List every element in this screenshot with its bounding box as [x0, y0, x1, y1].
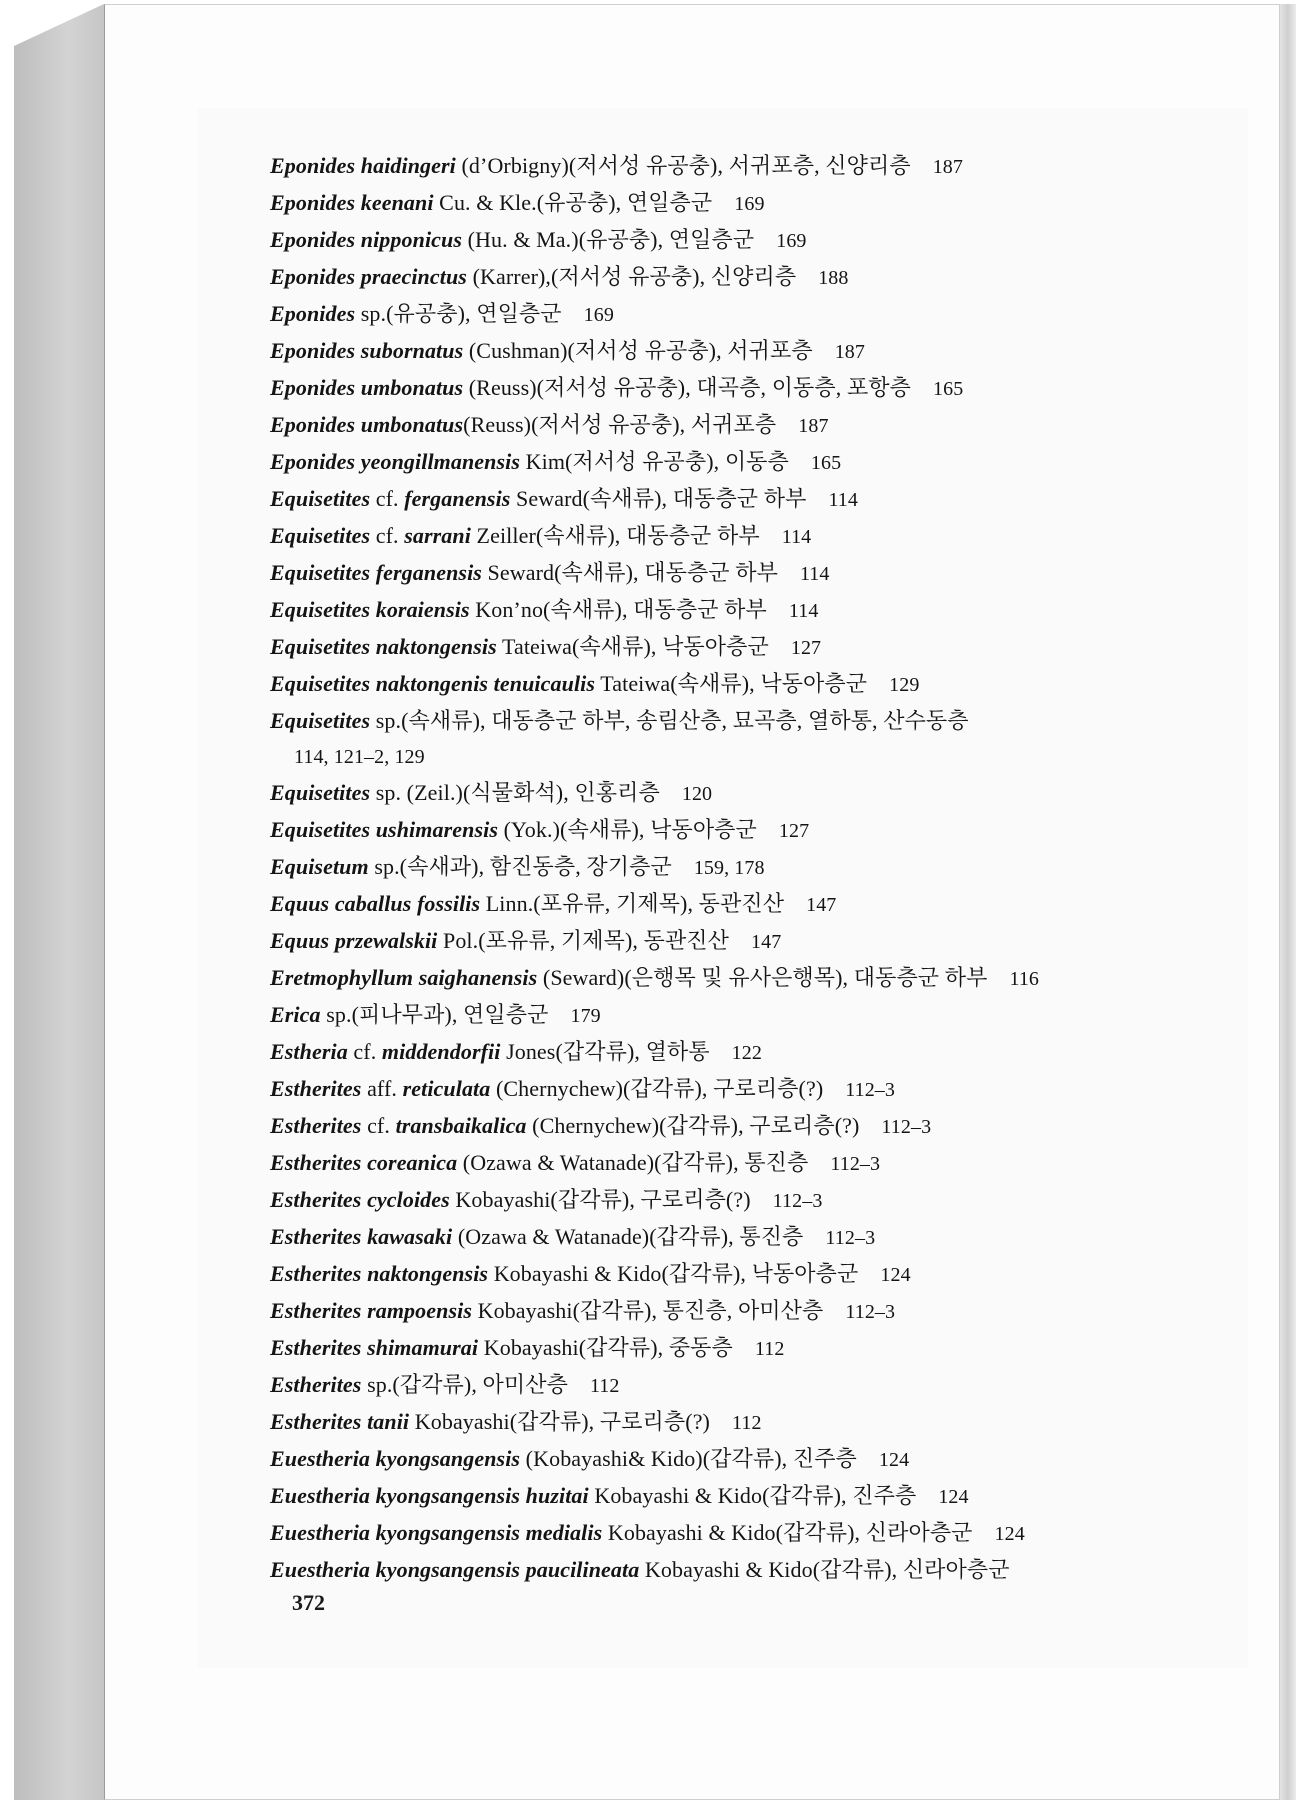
genus-name: Eponides — [270, 412, 356, 437]
species-name: naktongenis tenuicaulis — [370, 671, 596, 696]
genus-name: Euestheria — [270, 1446, 371, 1471]
genus-name: Estherites — [270, 1150, 362, 1175]
entry-description: sp. (Zeil.)(식물화석), 인홍리층 — [370, 780, 660, 805]
genus-name: Estherites — [270, 1409, 362, 1434]
entry-description: (Cushman)(저서성 유공충), 서귀포층 — [463, 338, 813, 363]
index-entry — [270, 703, 1170, 775]
genus-name: Estherites — [270, 1372, 362, 1397]
page-references: 112 — [589, 1375, 620, 1397]
index-entry — [270, 886, 1170, 923]
index-entry — [270, 1367, 1170, 1404]
genus-name: Estheria — [270, 1039, 348, 1064]
book-spine — [14, 4, 104, 1800]
genus-name: Euestheria — [270, 1483, 371, 1508]
index-entry — [270, 960, 1170, 997]
page-references: 159, 178 — [693, 857, 765, 879]
genus-name: Equisetites — [270, 634, 371, 659]
genus-name: Estherites — [270, 1298, 362, 1323]
index-entry — [270, 1219, 1170, 1256]
page-references: 187 — [798, 415, 829, 437]
page-references: 112 — [754, 1338, 785, 1360]
index-entry — [270, 1552, 1170, 1588]
species-name: haidingeri — [355, 153, 456, 178]
entry-description: (Chernychew)(갑각류), 구로리층(?) — [526, 1113, 860, 1138]
page-references: 112–3 — [881, 1116, 932, 1138]
genus-name: Equus — [270, 891, 330, 916]
page-references: 127 — [778, 820, 810, 842]
species-name: przewalskii — [329, 928, 438, 953]
page-references: 127 — [790, 637, 822, 659]
page-references: 188 — [818, 267, 849, 289]
entry-description: Seward(속새류), 대동층군 하부 — [481, 560, 778, 585]
entry-description: Linn.(포유류, 기제목), 동관진산 — [480, 891, 785, 916]
index-entry — [270, 1293, 1170, 1330]
genus-name: Equisetum — [270, 854, 369, 879]
page-references: 187 — [932, 156, 963, 178]
species-name: ushimarensis — [370, 817, 498, 842]
page-references: 169 — [776, 230, 807, 252]
entry-description: Zeiller(속새류), 대동층군 하부 — [470, 523, 760, 548]
genus-name: Euestheria — [270, 1557, 371, 1582]
page-references: 147 — [751, 931, 782, 953]
entry-description: Kobayashi & Kido(갑각류), 낙동아층군 — [488, 1261, 859, 1286]
index-entry — [270, 407, 1170, 444]
entry-description: (Reuss)(저서성 유공충), 대곡층, 이동층, 포항층 — [463, 375, 912, 400]
genus-name: Eponides — [270, 375, 356, 400]
entry-description: aff. — [361, 1076, 403, 1101]
entry-description: (Chernychew)(갑각류), 구로리층(?) — [490, 1076, 824, 1101]
entry-description: (Ozawa & Watanade)(갑각류), 통진층 — [457, 1150, 809, 1175]
genus-name: Eponides — [270, 153, 356, 178]
page-references: 112–3 — [825, 1227, 876, 1249]
entry-description: Seward(속새류), 대동층군 하부 — [510, 486, 807, 511]
species-name: koraiensis — [370, 597, 470, 622]
genus-name: Eponides — [270, 227, 356, 252]
page-references: 165 — [933, 378, 964, 400]
index-entry — [270, 1441, 1170, 1478]
genus-name: Erica — [270, 1002, 321, 1027]
species-name: nipponicus — [355, 227, 463, 252]
species-name: yeongillmanensis — [355, 449, 521, 474]
index-entry — [270, 629, 1170, 666]
index-entry — [270, 1256, 1170, 1293]
entry-description: Kobayashi(갑각류), 중동층 — [478, 1335, 733, 1360]
entry-description: Kobayashi & Kido(갑각류), 진주층 — [588, 1483, 917, 1508]
species-name: transbaikalica — [395, 1113, 527, 1138]
page-references: 124 — [938, 1486, 969, 1508]
index-entry — [270, 259, 1170, 296]
species-name: praecinctus — [355, 264, 467, 289]
entry-description: sp.(속새과), 함진동층, 장기층군 — [368, 854, 672, 879]
genus-name: Equisetites — [270, 597, 371, 622]
species-name: subornatus — [355, 338, 464, 363]
entry-description: (Kobayashi& Kido)(갑각류), 진주층 — [520, 1446, 857, 1471]
page-references: 112–3 — [845, 1079, 896, 1101]
genus-name: Estherites — [270, 1076, 362, 1101]
genus-name: Estherites — [270, 1113, 362, 1138]
species-name: cycloides — [361, 1187, 450, 1212]
page-references: 112 — [731, 1412, 762, 1434]
species-name: middendorfii — [381, 1039, 501, 1064]
index-entry — [270, 592, 1170, 629]
page-references: 124 — [994, 1523, 1025, 1545]
genus-name: Estherites — [270, 1335, 362, 1360]
index-entry — [270, 296, 1170, 333]
species-name: reticulata — [402, 1076, 491, 1101]
entry-description: (d’Orbigny)(저서성 유공충), 서귀포층, 신양리층 — [455, 153, 911, 178]
index-entry — [270, 555, 1170, 592]
book-page-edge — [1280, 4, 1296, 1800]
index-entry — [270, 481, 1170, 518]
index-entry — [270, 923, 1170, 960]
species-name: kyongsangensis — [370, 1446, 521, 1471]
entry-description: (Karrer),(저서성 유공충), 신양리층 — [466, 264, 797, 289]
genus-name: Eponides — [270, 449, 356, 474]
species-name: coreanica — [361, 1150, 458, 1175]
index-entry — [270, 370, 1170, 407]
page-references: 129 — [889, 674, 920, 696]
page-references: 114 — [788, 600, 819, 622]
page-references: 124 — [878, 1449, 910, 1471]
entry-description: (Reuss)(저서성 유공충), 서귀포층 — [463, 412, 777, 437]
index-entry — [270, 444, 1170, 481]
species-name: kyongsangensis paucilineata — [370, 1557, 640, 1582]
genus-name: Equisetites — [270, 486, 371, 511]
genus-name: Eponides — [270, 190, 356, 215]
page-references: 114 — [781, 526, 812, 548]
entry-description: Jones(갑각류), 열하통 — [500, 1039, 710, 1064]
entry-description: Cu. & Kle.(유공충), 연일층군 — [433, 190, 713, 215]
genus-name: Equisetites — [270, 708, 371, 733]
species-name: kyongsangensis huzitai — [370, 1483, 589, 1508]
genus-name: Eponides — [270, 301, 356, 326]
genus-name: Estherites — [270, 1261, 362, 1286]
index-entry — [270, 1478, 1170, 1515]
species-name: rampoensis — [361, 1298, 472, 1323]
index-entry — [270, 518, 1170, 555]
index-entry — [270, 148, 1170, 185]
page-references: 165 — [810, 452, 842, 474]
page-references: 120 — [681, 783, 713, 805]
genus-name: Euestheria — [270, 1520, 371, 1545]
species-name: kyongsangensis medialis — [370, 1520, 603, 1545]
index-entry — [270, 1182, 1170, 1219]
page-references: 169 — [734, 193, 765, 215]
entry-description: sp.(속새류), 대동층군 하부, 송림산층, 묘곡층, 열하통, 산수동층 — [370, 708, 969, 733]
entry-description: sp.(갑각류), 아미산층 — [361, 1372, 568, 1397]
species-name: tanii — [361, 1409, 410, 1434]
index-entry — [270, 1071, 1170, 1108]
species-name: naktongensis — [370, 634, 497, 659]
entry-description: Tateiwa(속새류), 낙동아층군 — [595, 671, 868, 696]
genus-name: Equus — [270, 928, 330, 953]
entry-description: cf. — [347, 1039, 382, 1064]
species-name: umbonatus — [355, 412, 464, 437]
entry-description: cf. — [370, 486, 405, 511]
index-entry — [270, 1330, 1170, 1367]
genus-name: Equisetites — [270, 817, 371, 842]
page-references: 112–3 — [830, 1153, 881, 1175]
entry-description: (Yok.)(속새류), 낙동아층군 — [497, 817, 757, 842]
page-references: 147 — [806, 894, 837, 916]
page-references: 114, 121–2, 129 — [294, 746, 425, 768]
page-references: 169 — [583, 304, 614, 326]
entry-description: Pol.(포유류, 기제목), 동관진산 — [437, 928, 730, 953]
genus-name: Equisetites — [270, 780, 371, 805]
genus-name: Estherites — [270, 1187, 362, 1212]
entry-description: cf. — [370, 523, 405, 548]
page-references: 112–3 — [772, 1190, 823, 1212]
index-entry — [270, 997, 1170, 1034]
species-name: naktongensis — [361, 1261, 489, 1286]
species-name: kawasaki — [361, 1224, 453, 1249]
entry-description: Kobayashi(갑각류), 통진층, 아미산층 — [471, 1298, 824, 1323]
page-references: 187 — [834, 341, 866, 363]
species-name: shimamurai — [361, 1335, 479, 1360]
genus-name: Equisetites — [270, 671, 371, 696]
index-entry-list — [270, 148, 1170, 1588]
species-name: ferganensis — [370, 560, 482, 585]
entry-description: Kobayashi(갑각류), 구로리층(?) — [409, 1409, 710, 1434]
genus-name: Eponides — [270, 338, 356, 363]
page-references: 179 — [570, 1005, 601, 1027]
page-number: 372 — [292, 1590, 325, 1615]
index-entry — [270, 185, 1170, 222]
entry-description: cf. — [361, 1113, 396, 1138]
page-references: 116 — [1009, 968, 1040, 990]
entry-description: sp.(피나무과), 연일층군 — [320, 1002, 549, 1027]
species-name: sarrani — [404, 523, 471, 548]
index-entry — [270, 1145, 1170, 1182]
species-name: caballus fossilis — [329, 891, 481, 916]
genus-name: Estherites — [270, 1224, 362, 1249]
genus-name: Eretmophyllum — [270, 965, 414, 990]
species-name: umbonatus — [355, 375, 464, 400]
index-entry — [270, 1034, 1170, 1071]
index-entry — [270, 333, 1170, 370]
entry-description: sp.(유공충), 연일층군 — [355, 301, 562, 326]
entry-description: Kobayashi & Kido(갑각류), 신라아층군 — [639, 1557, 1010, 1582]
genus-name: Equisetites — [270, 560, 371, 585]
entry-description: Kim(저서성 유공충), 이동층 — [520, 449, 789, 474]
page-references: 124 — [880, 1264, 911, 1286]
index-entry — [270, 222, 1170, 259]
index-entry — [270, 666, 1170, 703]
genus-name: Eponides — [270, 264, 356, 289]
genus-name: Equisetites — [270, 523, 371, 548]
page-references: 122 — [731, 1042, 762, 1064]
entry-description: Kon’no(속새류), 대동층군 하부 — [469, 597, 767, 622]
page-references: 114 — [799, 563, 830, 585]
index-entry — [270, 812, 1170, 849]
species-name: ferganensis — [404, 486, 511, 511]
index-entry — [270, 1108, 1170, 1145]
index-entry — [270, 775, 1170, 812]
index-entry — [270, 1515, 1170, 1552]
index-entry — [270, 849, 1170, 886]
page-references: 112–3 — [845, 1301, 896, 1323]
entry-description: (Seward)(은행목 및 유사은행목), 대동층군 하부 — [537, 965, 988, 990]
entry-description: (Hu. & Ma.)(유공충), 연일층군 — [462, 227, 755, 252]
entry-description: Kobayashi(갑각류), 구로리층(?) — [449, 1187, 751, 1212]
species-name: saighanensis — [413, 965, 538, 990]
page-references: 114 — [828, 489, 859, 511]
entry-description: Kobayashi & Kido(갑각류), 신라아층군 — [602, 1520, 973, 1545]
entry-description: (Ozawa & Watanade)(갑각류), 통진층 — [452, 1224, 804, 1249]
index-entry — [270, 1404, 1170, 1441]
species-name: keenani — [355, 190, 434, 215]
entry-description: Tateiwa(속새류), 낙동아층군 — [496, 634, 769, 659]
